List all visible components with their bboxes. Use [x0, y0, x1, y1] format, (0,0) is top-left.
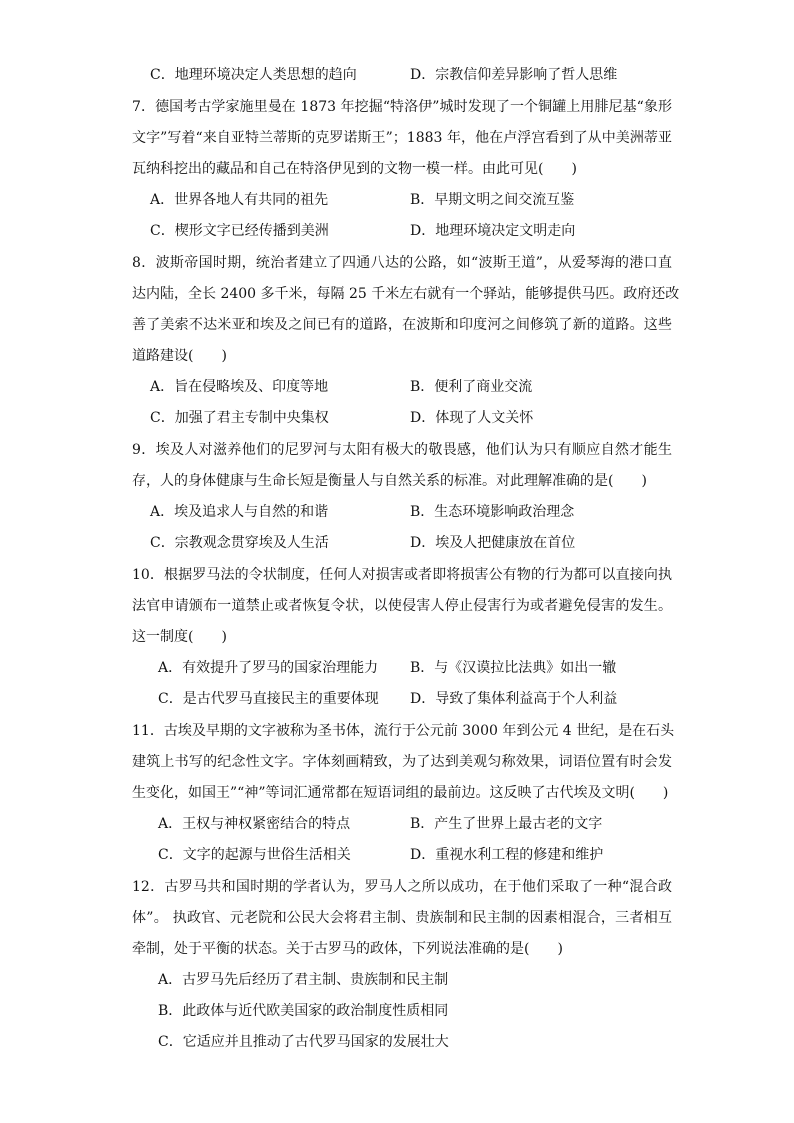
q8-option-a: A．旨在侵略埃及、印度等地: [150, 379, 329, 395]
q9-stem-line-1: 9．埃及人对滋养他们的尼罗河与太阳有极大的敬畏感，他们认为只有顺应自然才能生: [132, 442, 672, 458]
q9-option-b: B．生态环境影响政治理念: [410, 504, 575, 520]
q11-option-c: C．文字的起源与世俗生活相关: [158, 847, 351, 863]
q7-stem-line-2: 文字”写着“来自亚特兰蒂斯的克罗诺斯王”；1883 年，他在卢浮宫看到了从中美洲蒂亚: [132, 130, 672, 146]
q10-option-b: B．与《汉谟拉比法典》如出一辙: [410, 660, 617, 676]
q11-option-d: D．重视水利工程的修建和维护: [410, 847, 604, 863]
q7-option-a: A．世界各地人有共同的祖先: [150, 192, 329, 208]
q12-option-a: A．古罗马先后经历了君主制、贵族制和民主制: [158, 972, 449, 988]
q9-option-c: C．宗教观念贯穿埃及人生活: [150, 535, 329, 551]
q10-stem-line-2: 法官申请颁布一道禁止或者恢复令状，以使侵害人停止侵害行为或者避免侵害的发生。: [132, 598, 672, 614]
q8-option-b: B．便利了商业交流: [410, 379, 533, 395]
q11-option-a: A．王权与神权紧密结合的特点: [158, 816, 351, 832]
q7-stem-line-1: 7．德国考古学家施里曼在 1873 年挖掘“特洛伊”城时发现了一个铜罐上用腓尼基“象形: [132, 99, 672, 115]
q9-option-d: D．埃及人把健康放在首位: [410, 535, 576, 551]
q10-option-c: C．是古代罗马直接民主的重要体现: [158, 691, 379, 707]
q7-option-d: D．地理环境决定文明走向: [410, 223, 576, 239]
q10-stem-line-1: 10．根据罗马法的令状制度，任何人对损害或者即将损害公有物的行为都可以直接向执: [132, 567, 672, 583]
q9-stem-line-2: 存，人的身体健康与生命长短是衡量人与自然关系的标准。对此理解准确的是( ): [132, 473, 647, 489]
q8-stem-line-3: 善了美索不达米亚和埃及之间已有的道路，在波斯和印度河之间修筑了新的道路。这些: [132, 317, 672, 333]
q7-option-b: B．早期文明之间交流互鉴: [410, 192, 575, 208]
q11-option-b: B．产生了世界上最古老的文字: [410, 816, 603, 832]
q10-option-a: A．有效提升了罗马的国家治理能力: [158, 660, 379, 676]
q9-option-a: A．埃及追求人与自然的和谐: [150, 504, 329, 520]
q7-option-c: C．楔形文字已经传播到美洲: [150, 223, 329, 239]
q6-option-c: C．地理环境决定人类思想的趋向: [150, 67, 357, 83]
q7-stem-line-3: 瓦纳科挖出的藏品和自己在特洛伊见到的文物一模一样。由此可见( ): [132, 161, 577, 177]
q11-stem-line-3: 生变化，如国王”“神”等词汇通常都在短语词组的最前边。这反映了古代埃及文明( ): [132, 785, 669, 801]
q8-option-d: D．体现了人文关怀: [410, 410, 534, 426]
q12-option-c: C．它适应并且推动了古代罗马国家的发展壮大: [158, 1034, 449, 1050]
q12-stem-line-3: 牵制，处于平衡的状态。关于古罗马的政体，下列说法准确的是( ): [132, 941, 563, 957]
q11-stem-line-1: 11．古埃及早期的文字被称为圣书体，流行于公元前 3000 年到公元 4 世纪，是在石头: [132, 723, 675, 739]
q12-stem-line-2: 体”。 执政官、元老院和公民大会将君主制、贵族制和民主制的因素相混合，三者相互: [132, 910, 672, 926]
q8-stem-line-1: 8．波斯帝国时期，统治者建立了四通八达的公路，如“波斯王道”，从爱琴海的港口直: [132, 255, 672, 271]
q12-stem-line-1: 12．古罗马共和国时期的学者认为，罗马人之所以成功，在于他们采取了一种“混合政: [132, 879, 672, 895]
q12-option-b: B．此政体与近代欧美国家的政治制度性质相同: [158, 1003, 449, 1019]
q8-stem-line-4: 道路建设( ): [132, 348, 227, 364]
q8-option-c: C．加强了君主专制中央集权: [150, 410, 329, 426]
q11-stem-line-2: 建筑上书写的纪念性文字。字体刻画精致，为了达到美观匀称效果，词语位置有时会发: [132, 754, 672, 770]
q8-stem-line-2: 达内陆，全长 2400 多千米，每隔 25 千米左右就有一个驿站，能够提供马匹。政府还改: [132, 286, 680, 302]
q6-option-d: D．宗教信仰差异影响了哲人思维: [410, 67, 618, 83]
q10-stem-line-3: 这一制度( ): [132, 629, 227, 645]
q10-option-d: D．导致了集体利益高于个人利益: [410, 691, 618, 707]
